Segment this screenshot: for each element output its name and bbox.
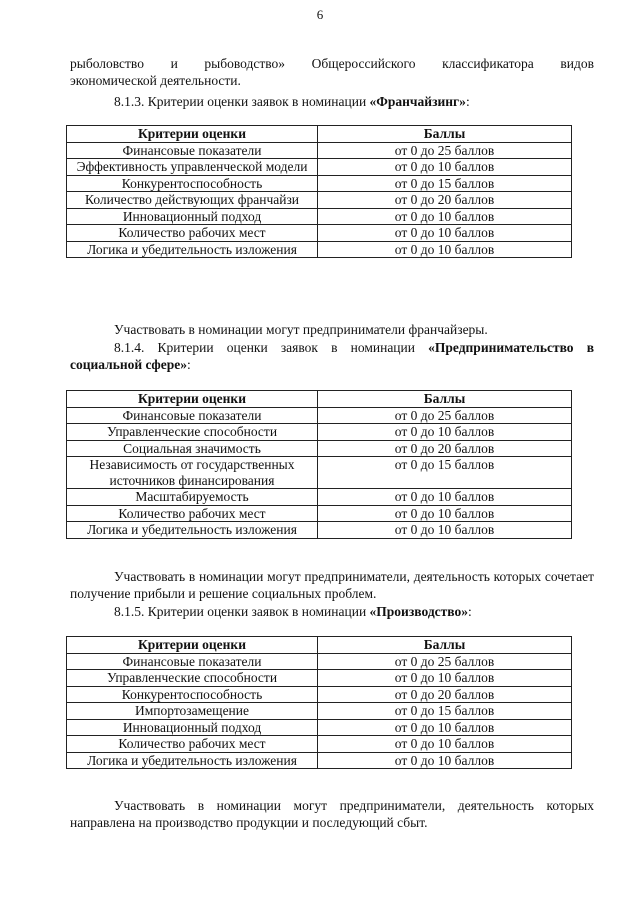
column-header-criteria: Критерии оценки (67, 637, 318, 654)
criterion-cell: Конкурентоспособность (67, 175, 318, 192)
table-row (67, 653, 572, 670)
criteria-table-social (66, 390, 572, 539)
table-row (67, 489, 572, 506)
section-heading-franchising (70, 93, 594, 110)
criterion-cell: Эффективность управленческой модели (67, 159, 318, 176)
table-row (67, 686, 572, 703)
criterion-cell: Логика и убедительность изложения (67, 522, 318, 539)
section-heading-social (70, 339, 594, 373)
points-cell: от 0 до 20 баллов (318, 440, 572, 457)
note-production: Участвовать в номинации могут предприниматели, деятельность которых направлена на производство продукции и последующий сбыт. (70, 798, 594, 830)
points-cell: от 0 до 10 баллов (318, 241, 572, 258)
table-row (67, 142, 572, 159)
table-row (67, 225, 572, 242)
intro-line-2: экономической деятельности. (70, 73, 241, 88)
note-social: Участвовать в номинации могут предприниматели, деятельность которых сочетает получение прибыли и решение социальных проблем. (70, 569, 594, 601)
table-header-row (67, 126, 572, 143)
table-row (67, 670, 572, 687)
heading-bold: «Производство» (369, 604, 468, 619)
table-row (67, 440, 572, 457)
criterion-cell: Импортозамещение (67, 703, 318, 720)
criterion-cell: Управленческие способности (67, 424, 318, 441)
heading-suffix: : (186, 357, 191, 372)
points-cell: от 0 до 10 баллов (318, 208, 572, 225)
table-row (67, 736, 572, 753)
points-cell: от 0 до 15 баллов (318, 703, 572, 720)
table-row (67, 703, 572, 720)
criteria-table-franchising (66, 125, 572, 258)
points-cell: от 0 до 15 баллов (318, 457, 572, 489)
criterion-cell: Количество рабочих мест (67, 736, 318, 753)
points-cell: от 0 до 10 баллов (318, 719, 572, 736)
criterion-cell: Количество рабочих мест (67, 225, 318, 242)
criterion-cell: Инновационный подход (67, 719, 318, 736)
page-number: 6 (316, 7, 324, 22)
criterion-cell: Независимость от государственных источников финансирования (67, 457, 318, 489)
column-header-criteria: Критерии оценки (67, 391, 318, 408)
points-cell: от 0 до 10 баллов (318, 736, 572, 753)
heading-prefix: 8.1.5. Критерии оценки заявок в номинации (114, 604, 370, 619)
criterion-cell: Количество действующих франчайзи (67, 192, 318, 209)
heading-prefix: 8.1.4. Критерии оценки заявок в номинации (114, 340, 429, 355)
table-row (67, 208, 572, 225)
points-cell: от 0 до 25 баллов (318, 142, 572, 159)
heading-suffix: : (467, 604, 472, 619)
criteria-table-production (66, 636, 572, 769)
criterion-cell: Финансовые показатели (67, 142, 318, 159)
table-row (67, 505, 572, 522)
table-row (67, 407, 572, 424)
criterion-cell: Финансовые показатели (67, 653, 318, 670)
points-cell: от 0 до 10 баллов (318, 522, 572, 539)
criterion-cell: Логика и убедительность изложения (67, 752, 318, 769)
table-header-row (67, 637, 572, 654)
intro-line-1: рыболовство и рыбоводство» Общероссийского классификатора видов (70, 56, 594, 71)
note-franchising: Участвовать в номинации могут предприниматели франчайзеры. (114, 322, 488, 337)
points-cell: от 0 до 25 баллов (318, 407, 572, 424)
table-row (67, 424, 572, 441)
table-row (67, 752, 572, 769)
column-header-points: Баллы (318, 126, 572, 143)
points-cell: от 0 до 10 баллов (318, 489, 572, 506)
table-row (67, 457, 572, 489)
column-header-points: Баллы (318, 637, 572, 654)
heading-suffix: : (465, 94, 470, 109)
criterion-cell: Количество рабочих мест (67, 505, 318, 522)
heading-bold: «Франчайзинг» (369, 94, 466, 109)
criterion-cell: Социальная значимость (67, 440, 318, 457)
criterion-cell: Финансовые показатели (67, 407, 318, 424)
points-cell: от 0 до 10 баллов (318, 225, 572, 242)
points-cell: от 0 до 25 баллов (318, 653, 572, 670)
table-row (67, 175, 572, 192)
heading-prefix: 8.1.3. Критерии оценки заявок в номинации (114, 94, 370, 109)
criterion-cell: Управленческие способности (67, 670, 318, 687)
column-header-points: Баллы (318, 391, 572, 408)
criterion-cell: Масштабируемость (67, 489, 318, 506)
points-cell: от 0 до 10 баллов (318, 752, 572, 769)
criterion-cell: Инновационный подход (67, 208, 318, 225)
points-cell: от 0 до 10 баллов (318, 670, 572, 687)
table-row (67, 719, 572, 736)
points-cell: от 0 до 10 баллов (318, 424, 572, 441)
criterion-cell: Логика и убедительность изложения (67, 241, 318, 258)
column-header-criteria: Критерии оценки (67, 126, 318, 143)
points-cell: от 0 до 20 баллов (318, 192, 572, 209)
points-cell: от 0 до 15 баллов (318, 175, 572, 192)
criterion-cell: Конкурентоспособность (67, 686, 318, 703)
section-heading-production (70, 603, 594, 620)
table-row (67, 159, 572, 176)
table-row (67, 522, 572, 539)
heading-bold: «Предпринимательство в социальной сфере» (70, 340, 594, 372)
table-row (67, 192, 572, 209)
table-header-row (67, 391, 572, 408)
table-row (67, 241, 572, 258)
points-cell: от 0 до 10 баллов (318, 159, 572, 176)
points-cell: от 0 до 20 баллов (318, 686, 572, 703)
points-cell: от 0 до 10 баллов (318, 505, 572, 522)
